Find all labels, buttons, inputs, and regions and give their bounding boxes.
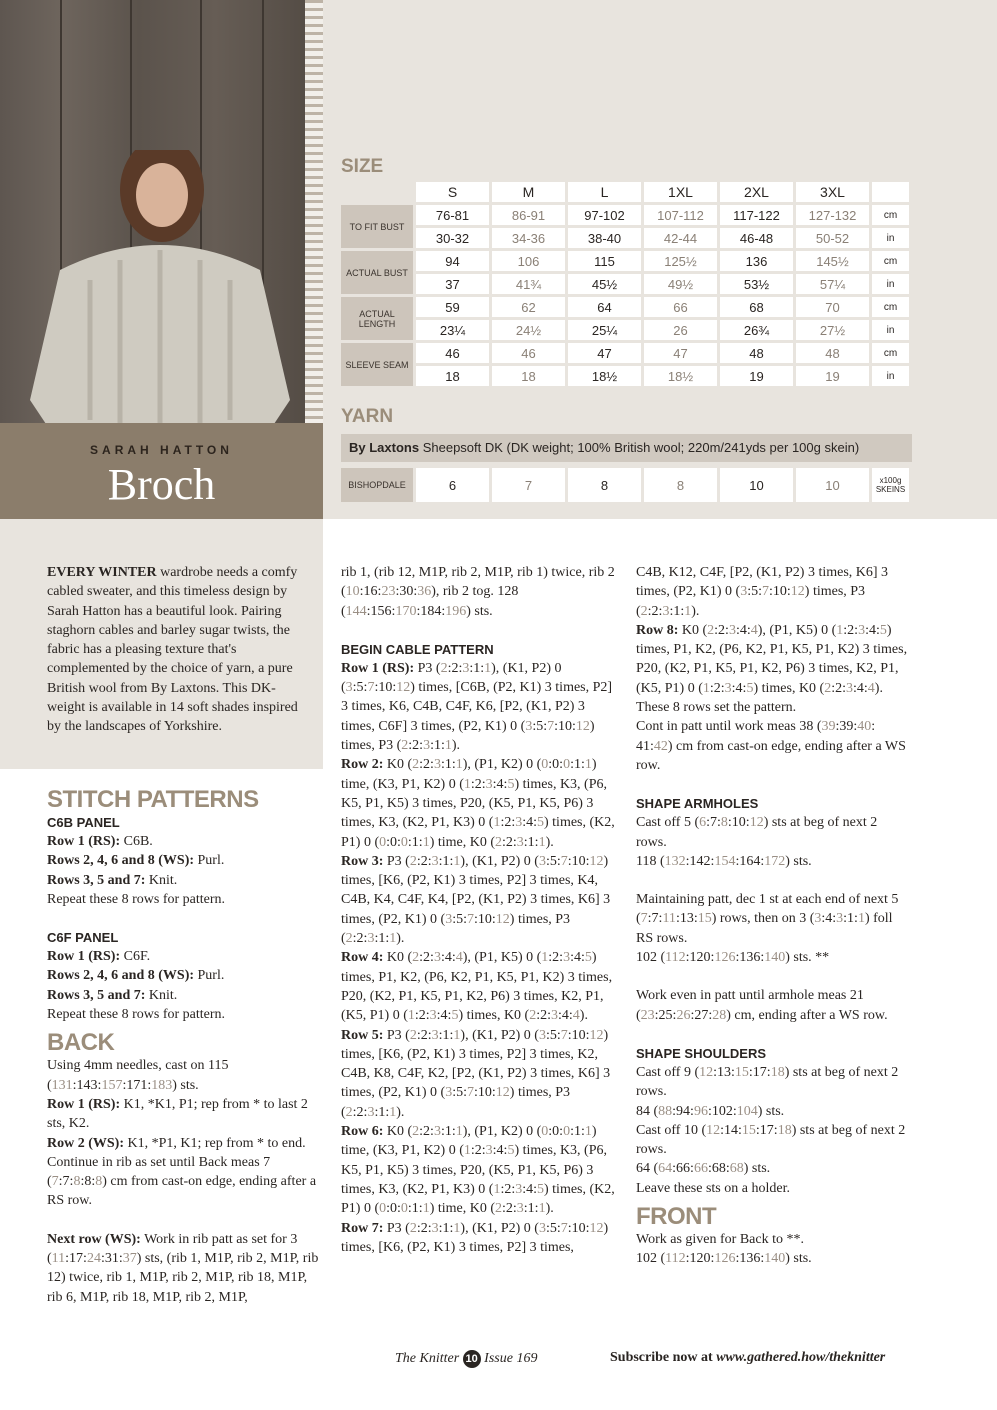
footer-url[interactable]: www.gathered.how/theknitter xyxy=(716,1350,886,1365)
size-col: M xyxy=(492,182,565,202)
hero-photo xyxy=(0,0,308,423)
size-table: S M L 1XL 2XL 3XL TO FIT BUST 76-81 86-91 97-102 107-112 117-122 127-132 cm 30-32 34-36 38-40 42-44 46-48 50-52 in ACTUAL BUST 94 106 115 125½ 136 145½ cm 37 41¾ 45½ 49½ 53½ 57¼ in ACTUAL LENGTH 59 62 64 66 68 70 cm 23¼ 24½ 25¼ 26 26¾ 27½ in SLEEVE SEAM 46 46 47 47 48 48 cm 18 18 18½ 18½ 19 19 in xyxy=(338,179,912,389)
page-number: 10 xyxy=(463,1350,481,1368)
column-3: C4B, K12, C4F, [P2, (K1, P2) 3 times, K6] 3 times, (P2, K1) 0 (3:5:7:10:12) times, P3 (2:2:3:1:1). Row 8: K0 (2:2:3:4:4), (P1, K5) 0 (1:2:3:4:5) times, P1, K2, (P6, K2, P1, K5, P1, K2) 3 times, P20, (K2, P1, K5, P1, K2, P6) 3 times, K2, P1, (K5, P1) 0 (1:2:3:4:5) times, K0 (2:2:3:4:4). These 8 rows set the pattern. Cont in patt until work meas 38 (39:39:40: 41:42) cm from cast-on edge, ending after a WS row. SHAPE ARMHOLES Cast off 5 (6:7:8:10:12) sts at beg of next 2 rows. 118 (132:142:154:164:172) sts. Maintaining patt, dec 1 st at each end of next 5 (7:7:11:13:15) rows, then on 3 (3:4:3:1:1) foll RS rows. 102 (112:120:126:136:140) sts. ** Work even in patt until armhole meas 21 (23:25:26:27:28) cm, ending after a WS row. SHAPE SHOULDERS Cast off 9 (12:13:15:17:18) sts at beg of next 2 rows. 84 (88:94:96:102:104) sts. Cast off 10 (12:14:15:17:18) sts at beg of next 2 rows. 64 (64:66:66:68:68) sts. Leave these sts on a holder. FRONT Work as given for Back to **. 102 (112:120:126:136:140) sts. xyxy=(636,565,908,1267)
yarn-table: BISHOPDALE 6 7 8 8 10 10 x100g SKEINS xyxy=(338,465,912,505)
title-banner xyxy=(0,423,323,519)
pattern-title: Broch xyxy=(107,460,216,509)
row-label: SLEEVE SEAM xyxy=(341,343,413,386)
intro-text: EVERY WINTER wardrobe needs a comfy cabled sweater, and this timeless design by Sarah Hatton has a beautiful look. Pairing staghorn cables and barley sugar twists, the fabric has a pleasing texture that's complemented by the choice of yarn, a pure British wool from By Laxtons. This DK-weight is available in 14 soft shades inspired by the landscapes of Yorkshire. xyxy=(47,565,298,735)
footer-subscribe: Subscribe now at www.gathered.how/theknitter xyxy=(610,1350,886,1365)
yarn-heading: YARN xyxy=(341,406,394,427)
column-1: STITCH PATTERNS C6B PANEL Row 1 (RS): C6B. Rows 2, 4, 6 and 8 (WS): Purl. Rows 3, 5 and 7: Knit. Repeat these 8 rows for pattern. C6F PANEL Row 1 (RS): C6F. Rows 2, 4, 6 and 8 (WS): Purl. Rows 3, 5 and 7: Knit. Repeat these 8 rows for pattern. BACK Using 4mm needles, cast on 115 (131:143:157:171:183) sts. Row 1 (RS): K1, *K1, P1; rep from * to last 2 sts, K2. Row 2 (WS): K1, *P1, K1; rep from * to end. Continue in rib as set until Back meas 7 (7:7:8:8:8) cm from cast-on edge, ending after a RS row. Next row (WS): Work in rib patt as set for 3 (11:17:24:31:37) sts, (rib 1, M1P, rib 2, M1P, rib 12) twice, rib 1, M1P, rib 2, M1P, rib 18, M1P, rib 6, M1P, rib 18, M1P, rib 2, M1P, xyxy=(47,786,319,1305)
row-label: ACTUAL LENGTH xyxy=(341,297,413,340)
size-heading: SIZE xyxy=(341,156,384,177)
row-label: TO FIT BUST xyxy=(341,205,413,248)
size-col: S xyxy=(416,182,489,202)
sweater-illustration xyxy=(20,150,300,423)
size-col: 1XL xyxy=(644,182,717,202)
size-col: 2XL xyxy=(720,182,793,202)
designer-name: SARAH HATTON xyxy=(90,443,233,457)
yarn-description: By Laxtons Sheepsoft DK (DK weight; 100% British wool; 220m/241yds per 100g skein) xyxy=(341,434,912,462)
yarn-shade: BISHOPDALE xyxy=(341,468,413,502)
size-col: L xyxy=(568,182,641,202)
row-label: ACTUAL BUST xyxy=(341,251,413,294)
column-2: rib 1, (rib 12, M1P, rib 2, M1P, rib 1) twice, rib 2 (10:16:23:30:36), rib 2 tog. 128 (144:156:170:184:196) sts. BEGIN CABLE PATTERN Row 1 (RS): P3 (2:2:3:1:1), (K1, P2) 0 (3:5:7:10:12) times, [C6B, (P2, K1) 3 times, P2] 3 times, K6, C4B, C4F, K6, [P2, (K1, P2) 3 times, C6F] 3 times, (P2, K1) 0 (3:5:7:10:12) times, P3 (2:2:3:1:1). Row 2: K0 (2:2:3:1:1), (P1, K2) 0 (0:0:0:1:1) time, (K3, P1, K2) 0 (1:2:3:4:5) times, K3, (P6, K5, P1, K5) 3 times, P20, (K5, P1, K5, P6) 3 times, K3, (K2, P1, K3) 0 (1:2:3:4:5) times, (K2, P1) 0 (0:0:0:1:1) time, K0 (2:2:3:1:1). Row 3: P3 (2:2:3:1:1), (K1, P2) 0 (3:5:7:10:12) times, [K6, (P2, K1) 3 times, P2] 3 times, K4, C4B, K4, C4F, K4, [P2, (K1, P2) 3 times, K6] 3 times, (P2, K1) 0 (3:5:7:10:12) times, P3 (2:2:3:1:1). Row 4: K0 (2:2:3:4:4), (P1, K5) 0 (1:2:3:4:5) times, P1, K2, (P6, K2, P1, K5, P1, K2) 3 times, P20, (K2, P1, K5, P1, K2, P6) 3 times, K2, P1, (K5, P1) 0 (1:2:3:4:5) times, K0 (2:2:3:4:4). Row 5: P3 (2:2:3:1:1), (K1, P2) 0 (3:5:7:10:12) times, [K6, (P2, K1) 3 times, P2] 3 times, K2, C4B, K8, C4F, K2, [P2, (K1, P2) 3 times, K6] 3 times, (P2, K1) 0 (3:5:7:10:12) times, P3 (2:2:3:1:1). Row 6: K0 (2:2:3:1:1), (P1, K2) 0 (0:0:0:1:1) time, (K3, P1, K2) 0 (1:2:3:4:5) times, K3, (P6, K5, P1, K5) 3 times, P20, (K5, P1, K5, P6) 3 times, K3, (K2, P1, K3) 0 (1:2:3:4:5) times, (K2, P1) 0 (0:0:0:1:1) time, K0 (2:2:3:1:1). Row 7: P3 (2:2:3:1:1), (K1, P2) 0 (3:5:7:10:12) times, [K6, (P2, K1) 3 times, P2] 3 times, xyxy=(341,565,615,1255)
footer-magazine: The Knitter 10 Issue 169 xyxy=(395,1351,538,1367)
size-col: 3XL xyxy=(796,182,869,202)
